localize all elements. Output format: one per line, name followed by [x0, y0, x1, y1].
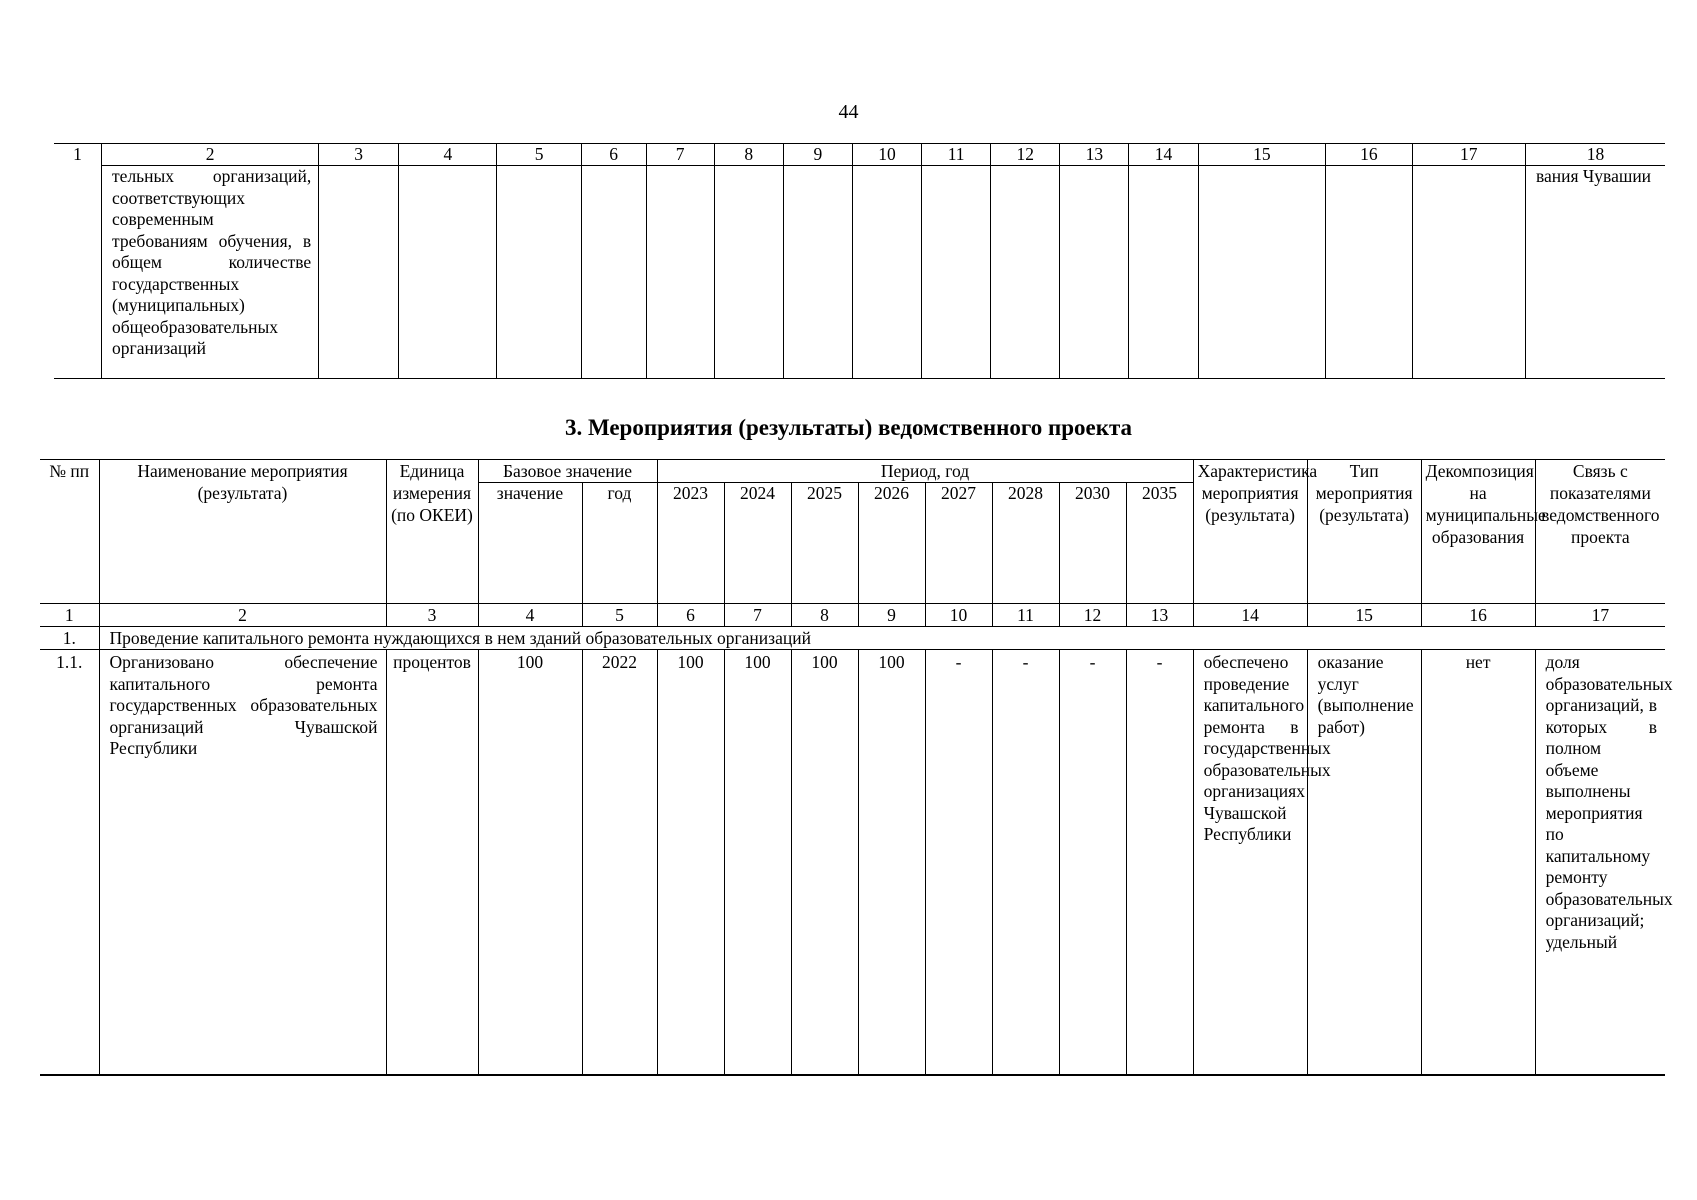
col-number: 11 [922, 144, 991, 166]
empty-cell [1198, 166, 1325, 379]
col-number: 17 [1535, 604, 1665, 627]
row-year-value: - [1059, 650, 1126, 1076]
col-number: 7 [724, 604, 791, 627]
row-type: оказание услуг (выполнение работ) [1307, 650, 1421, 1076]
continued-table-column-numbers [54, 144, 1665, 166]
col-number: 4 [478, 604, 582, 627]
header-period: Период, год [657, 460, 1193, 483]
col-number: 7 [646, 144, 714, 166]
page-number: 44 [838, 101, 859, 123]
empty-cell [714, 166, 783, 379]
empty-cell [1060, 166, 1129, 379]
col-number: 18 [1525, 144, 1665, 166]
row-year-value: 100 [791, 650, 858, 1076]
col-number: 14 [1129, 144, 1198, 166]
col-number: 3 [386, 604, 478, 627]
row-unit: процентов [386, 650, 478, 1076]
col-number: 15 [1307, 604, 1421, 627]
header-unit: Единица измерения (по ОКЕИ) [386, 460, 478, 604]
col-number: 16 [1421, 604, 1535, 627]
col-number: 10 [925, 604, 992, 627]
section-text: Проведение капитального ремонта нуждающихся в нем зданий образовательных организаций [99, 627, 1665, 650]
section-num: 1. [40, 627, 99, 650]
empty-cell [497, 166, 581, 379]
header-year: 2025 [791, 483, 858, 604]
col-number: 12 [991, 144, 1060, 166]
indicator-name-cell: тельных организаций, соответствующих современным требованиям обучения, в общем количестве государственных (муниципальных) общеобразовательных организаций [102, 166, 319, 379]
row-year-value: - [925, 650, 992, 1076]
col-number: 2 [102, 144, 319, 166]
empty-cell [1129, 166, 1198, 379]
empty-cell [783, 166, 852, 379]
col-number: 13 [1060, 144, 1129, 166]
section-title: 3. Мероприятия (результаты) ведомственного проекта [564, 415, 1133, 440]
col-number: 10 [852, 144, 921, 166]
section-row [40, 627, 1665, 650]
col-number: 8 [791, 604, 858, 627]
col-number: 14 [1193, 604, 1307, 627]
header-year: 2024 [724, 483, 791, 604]
empty-cell [54, 166, 102, 379]
row-year-value: 100 [657, 650, 724, 1076]
continued-table-row [54, 166, 1665, 379]
col-number: 1 [54, 144, 102, 166]
header-year: 2026 [858, 483, 925, 604]
col-number: 2 [99, 604, 386, 627]
col-number: 1 [40, 604, 99, 627]
col-number: 5 [497, 144, 581, 166]
continued-table [54, 143, 1665, 379]
header-link: Связь с показателями ведомственного проекта [1535, 460, 1665, 604]
header-base: Базовое значение [478, 460, 657, 483]
activities-table [40, 459, 1673, 1076]
col-number: 13 [1126, 604, 1193, 627]
empty-cell [1412, 166, 1525, 379]
row-characteristic: обеспечено проведение капитального ремонта в государственных образовательных организациях Чувашской Республики [1193, 650, 1307, 1076]
header-characteristic: Характеристика мероприятия (результата) [1193, 460, 1307, 604]
col-number: 11 [992, 604, 1059, 627]
row-decomposition: нет [1421, 650, 1535, 1076]
row-link: доля образовательных организаций, в которых в полном объеме выполнены мероприятия по капитальному ремонту образовательных организаций; удельный [1535, 650, 1665, 1076]
header-year: 2030 [1059, 483, 1126, 604]
header-num: № пп [40, 460, 99, 604]
col-number: 12 [1059, 604, 1126, 627]
header-base-year: год [582, 483, 657, 604]
header-row [40, 460, 1665, 483]
empty-cell [922, 166, 991, 379]
header-decomposition: Декомпозиция на муниципальные образования [1421, 460, 1535, 604]
col-number: 9 [858, 604, 925, 627]
header-year: 2023 [657, 483, 724, 604]
header-name: Наименование мероприятия (результата) [99, 460, 386, 604]
col-number: 5 [582, 604, 657, 627]
col-number: 17 [1412, 144, 1525, 166]
row-year-value: 100 [858, 650, 925, 1076]
row-year-value: - [992, 650, 1059, 1076]
col-number: 3 [319, 144, 399, 166]
row-year-value: 100 [724, 650, 791, 1076]
header-year: 2028 [992, 483, 1059, 604]
row-name: Организовано обеспечение капитального ремонта государственных образовательных организаций Чувашской Республики [99, 650, 386, 1076]
table-row [40, 650, 1665, 1076]
empty-cell [646, 166, 714, 379]
row-base-value: 100 [478, 650, 582, 1076]
row-num: 1.1. [40, 650, 99, 1076]
col-number: 15 [1198, 144, 1325, 166]
header-year: 2027 [925, 483, 992, 604]
col-number: 16 [1326, 144, 1412, 166]
col-number: 6 [657, 604, 724, 627]
empty-cell [319, 166, 399, 379]
empty-cell [399, 166, 497, 379]
col-number: 6 [581, 144, 646, 166]
header-type: Тип мероприятия (результата) [1307, 460, 1421, 604]
col-number: 4 [399, 144, 497, 166]
empty-cell [581, 166, 646, 379]
col-number: 8 [714, 144, 783, 166]
header-base-value: значение [478, 483, 582, 604]
header-year: 2035 [1126, 483, 1193, 604]
row-base-year: 2022 [582, 650, 657, 1076]
row-year-value: - [1126, 650, 1193, 1076]
empty-cell [852, 166, 921, 379]
col-number: 9 [783, 144, 852, 166]
empty-cell [1326, 166, 1412, 379]
empty-cell [991, 166, 1060, 379]
responsible-cell: вания Чувашии [1525, 166, 1665, 379]
column-numbers-row [40, 604, 1665, 627]
